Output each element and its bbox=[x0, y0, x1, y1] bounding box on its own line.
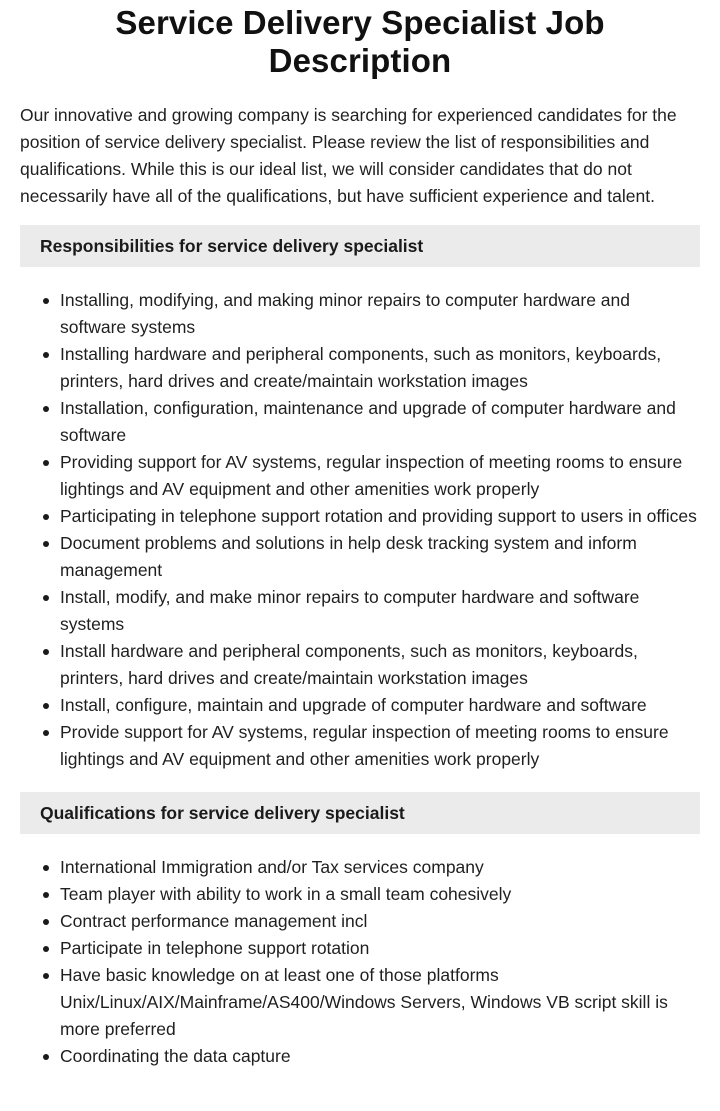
list-item: Have basic knowledge on at least one of those platforms Unix/Linux/AIX/Mainframe/AS400/Windows Servers, Windows VB script skill is more preferred bbox=[60, 962, 700, 1043]
list-item: Participate in telephone support rotation bbox=[60, 935, 700, 962]
responsibilities-heading: Responsibilities for service delivery specialist bbox=[20, 225, 700, 267]
list-item: Provide support for AV systems, regular inspection of meeting rooms to ensure lightings and AV equipment and other amenities work properly bbox=[60, 719, 700, 773]
list-item: Install hardware and peripheral components, such as monitors, keyboards, printers, hard drives and create/maintain workstation images bbox=[60, 638, 700, 692]
qualifications-list bbox=[20, 854, 700, 1070]
list-item: Team player with ability to work in a small team cohesively bbox=[60, 881, 700, 908]
list-item: Coordinating the data capture bbox=[60, 1043, 700, 1070]
qualifications-heading: Qualifications for service delivery specialist bbox=[20, 792, 700, 834]
list-item: Participating in telephone support rotation and providing support to users in offices bbox=[60, 503, 700, 530]
list-item: Document problems and solutions in help desk tracking system and inform management bbox=[60, 530, 700, 584]
list-item: Install, configure, maintain and upgrade of computer hardware and software bbox=[60, 692, 700, 719]
list-item: Providing support for AV systems, regular inspection of meeting rooms to ensure lightings and AV equipment and other amenities work properly bbox=[60, 449, 700, 503]
list-item: Installation, configuration, maintenance and upgrade of computer hardware and software bbox=[60, 395, 700, 449]
list-item: Installing hardware and peripheral components, such as monitors, keyboards, printers, hard drives and create/maintain workstation images bbox=[60, 341, 700, 395]
page-title: Service Delivery Specialist Job Description bbox=[115, 4, 605, 79]
list-item: Install, modify, and make minor repairs to computer hardware and software systems bbox=[60, 584, 700, 638]
responsibilities-list bbox=[20, 287, 700, 773]
list-item: Installing, modifying, and making minor repairs to computer hardware and software systems bbox=[60, 287, 700, 341]
list-item: International Immigration and/or Tax services company bbox=[60, 854, 700, 881]
intro-paragraph: Our innovative and growing company is searching for experienced candidates for the position of service delivery specialist. Please review the list of responsibilities and qualifications. While this is our ideal list, we will consider candidates that do not necessarily have all of the qualifications, but have sufficient experience and talent. bbox=[20, 105, 677, 206]
list-item: Contract performance management incl bbox=[60, 908, 700, 935]
